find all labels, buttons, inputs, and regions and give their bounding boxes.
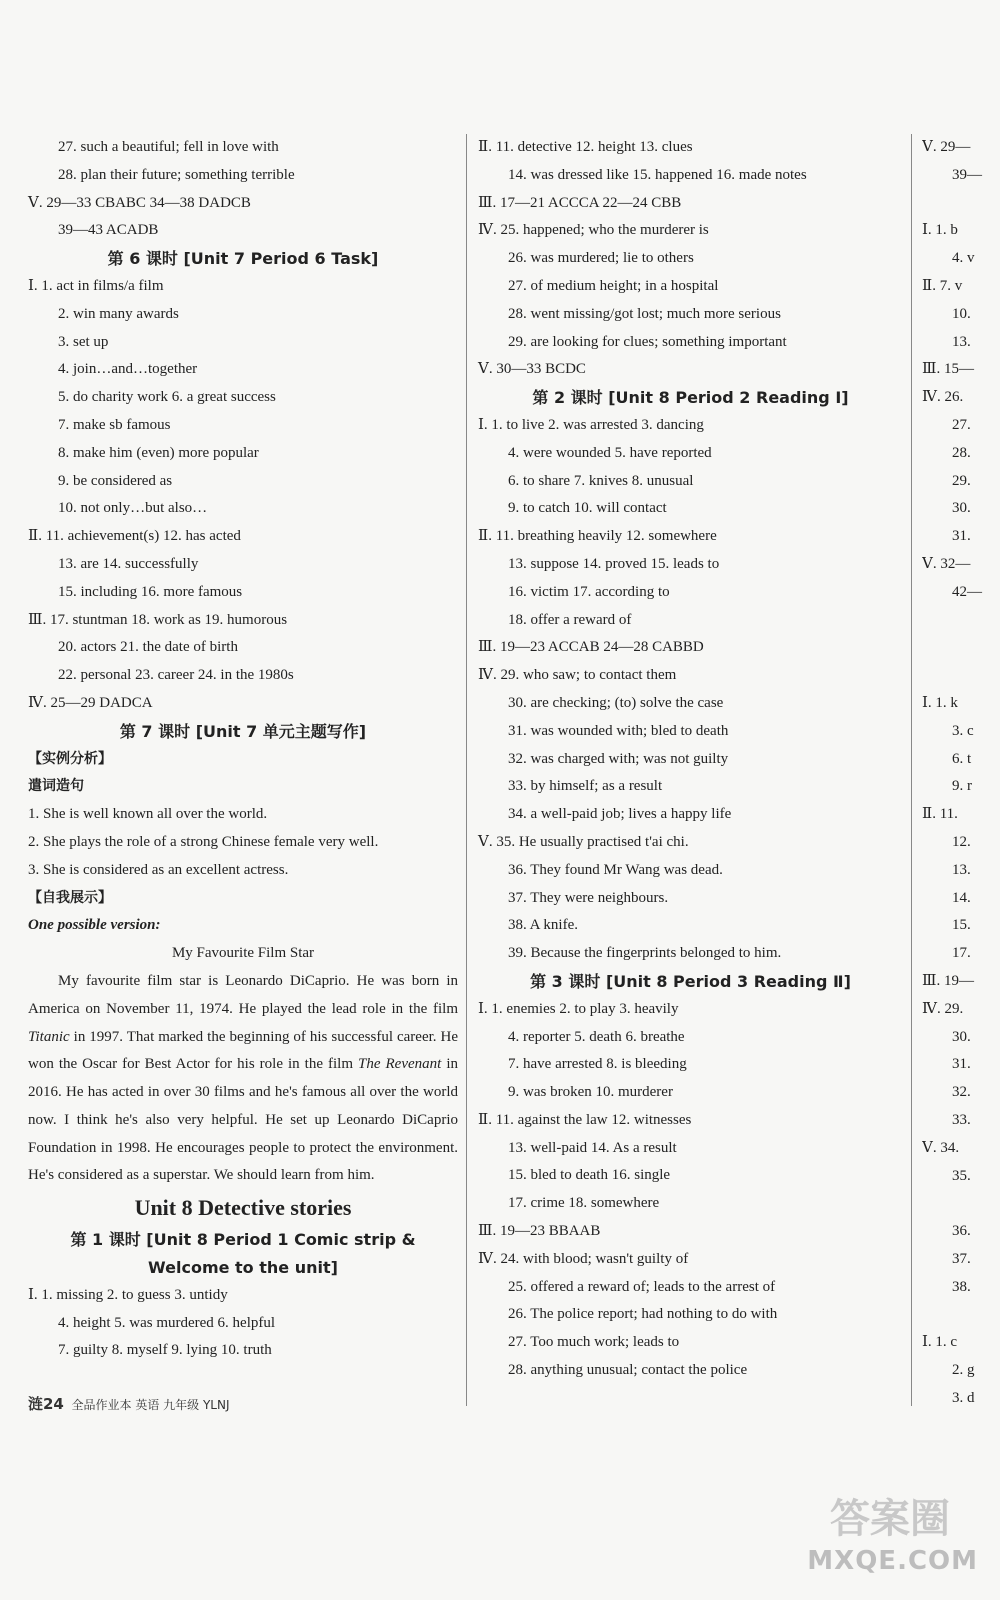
answer-line: 26. The police report; had nothing to do with: [508, 1306, 778, 1323]
answer-line: 30.: [952, 1028, 971, 1045]
answer-line: 6. to share 7. knives 8. unusual: [508, 472, 694, 489]
answer-line: Ⅱ. 11. against the law 12. witnesses: [478, 1111, 692, 1128]
answer-line: 第 7 课时 [Unit 7 单元主题写作]: [119, 721, 367, 741]
answer-line: Ⅳ. 25. happened; who the murderer is: [478, 222, 709, 239]
answer-line: Ⅰ. 1. c: [922, 1334, 958, 1351]
answer-line: 15. bled to death 16. single: [508, 1167, 671, 1184]
answer-line: Ⅴ. 30—33 BCDC: [478, 361, 586, 378]
answer-line: Ⅳ. 24. with blood; wasn't guilty of: [478, 1250, 689, 1267]
unit-title: Unit 8 Detective stories: [134, 1195, 352, 1221]
answer-line: 32.: [952, 1084, 971, 1101]
answer-line: Ⅳ. 25—29 DADCA: [28, 694, 153, 711]
answer-line: Ⅰ. 1. to live 2. was arrested 3. dancing: [478, 416, 704, 433]
answer-line: Ⅴ. 29—: [922, 139, 971, 155]
answer-line: 39—43 ACADB: [58, 222, 159, 239]
answer-line: 31.: [952, 528, 971, 545]
answer-line: 18. offer a reward of: [508, 611, 632, 628]
answer-line: 4. height 5. was murdered 6. helpful: [58, 1314, 276, 1331]
answer-line: 37. They were neighbours.: [508, 889, 669, 906]
answer-line: 9. be considered as: [58, 472, 173, 489]
answer-line: Ⅲ. 15—: [922, 361, 974, 378]
answer-line: 15. including 16. more famous: [58, 583, 243, 600]
answer-line: 33. by himself; as a result: [508, 778, 663, 795]
answer-line: Ⅰ. 1. k: [922, 695, 958, 711]
answer-line: 3. set up: [58, 333, 109, 350]
watermark-logo: 答案圈: [830, 1496, 950, 1542]
answer-line: 第 1 课时 [Unit 8 Period 1 Comic strip &: [70, 1230, 416, 1250]
answer-line: 17.: [952, 945, 971, 962]
answer-line: 35.: [952, 1167, 971, 1184]
left-column: [28, 134, 458, 1365]
answer-line: 27. such a beautiful; fell in love with: [58, 139, 279, 155]
answer-line: 39. Because the fingerprints belonged to him.: [508, 945, 782, 962]
answer-line: Ⅲ. 19—23 ACCAB 24—28 CABBD: [478, 639, 704, 656]
answer-line: 10. not only…but also…: [58, 500, 208, 517]
answer-line: 28. plan their future; something terrible: [58, 166, 295, 183]
answer-line: Ⅰ. 1. act in films/a film: [28, 277, 164, 294]
answer-line: Ⅲ. 19—23 BBAAB: [478, 1223, 601, 1240]
answer-line: 1. She is well known all over the world.: [28, 806, 268, 823]
answer-line: 3. d: [952, 1390, 975, 1404]
column-divider-1: [466, 134, 467, 1406]
answer-line: Ⅴ. 29—33 CBABC 34—38 DADCB: [28, 194, 251, 211]
answer-line: 28. went missing/got lost; much more serious: [508, 305, 781, 322]
answer-line: Ⅴ. 34.: [922, 1139, 960, 1156]
answer-line: 13. suppose 14. proved 15. leads to: [508, 555, 720, 572]
answer-line: Ⅲ. 17—21 ACCCA 22—24 CBB: [478, 194, 682, 211]
answer-line: 14. was dressed like 15. happened 16. made notes: [508, 166, 807, 183]
answer-line: 9. r: [952, 778, 972, 795]
answer-line: Ⅰ. 1. b: [922, 222, 958, 239]
answer-line: 第 6 课时 [Unit 7 Period 6 Task]: [107, 249, 379, 269]
answer-line: Ⅰ. 1. missing 2. to guess 3. untidy: [28, 1286, 228, 1303]
right-column-clipped: [922, 134, 1000, 1404]
answer-line: 4. join…and…together: [58, 361, 198, 378]
answer-line: 38.: [952, 1278, 971, 1295]
middle-column: [478, 134, 903, 1385]
answer-line: 22. personal 23. career 24. in the 1980s: [58, 667, 294, 684]
answer-line: 36.: [952, 1223, 971, 1240]
watermark-url: MXQE.COM: [807, 1546, 978, 1576]
answer-line: 33.: [952, 1112, 971, 1128]
essay-text: My favourite film star is Leonardo DiCaprio. He was born in America on November 11, 1974. He played the lead role in the film Titanic in 1997. That marked the beginning of his successful career. He won the Oscar for Best Actor for his role in the film The Revenant in 2016. He has acted in over 30 films and he's famous all over the world now. I think he's also very helpful. He set up Leonardo DiCaprio Foundation in 1998. He encourages people to protect the environment. He's considered as a superstar. We should learn from him.: [28, 972, 458, 1184]
answer-line: Ⅴ. 32—: [922, 556, 971, 572]
answer-line: 15.: [952, 917, 971, 934]
answer-line: 29.: [952, 472, 971, 489]
answer-line: 第 2 课时 [Unit 8 Period 2 Reading Ⅰ]: [532, 388, 849, 408]
answer-line: 2. win many awards: [58, 305, 179, 322]
answer-line: 32. was charged with; was not guilty: [508, 750, 729, 767]
answer-line: 31.: [952, 1056, 971, 1073]
answer-line: 28. anything unusual; contact the police: [508, 1362, 748, 1379]
answer-line: 17. crime 18. somewhere: [508, 1195, 660, 1212]
answer-line: Ⅱ. 11. breathing heavily 12. somewhere: [478, 528, 717, 545]
answer-line: Ⅱ. 11.: [922, 806, 958, 823]
answer-line: 36. They found Mr Wang was dead.: [508, 861, 723, 878]
answer-line: 10.: [952, 305, 971, 322]
answer-line: Ⅲ. 17. stuntman 18. work as 19. humorous: [28, 611, 288, 628]
answer-line: 5. do charity work 6. a great success: [58, 389, 276, 406]
watermark: [807, 1489, 990, 1584]
answer-line: 27. Too much work; leads to: [508, 1334, 680, 1351]
answer-line: 13.: [952, 861, 971, 878]
answer-line: 8. make him (even) more popular: [58, 444, 259, 461]
answer-line: 4. reporter 5. death 6. breathe: [508, 1028, 685, 1045]
answer-line: 14.: [952, 889, 971, 906]
answer-line: 遣词造句: [28, 778, 84, 795]
answer-line: 3. She is considered as an excellent actress.: [28, 861, 289, 878]
footer-text: 全品作业本 英语 九年级 YLNJ: [71, 1398, 230, 1412]
answer-line: 26. was murdered; lie to others: [508, 250, 694, 267]
answer-line: 29. are looking for clues; something important: [508, 333, 787, 350]
answer-line: 2. g: [952, 1362, 975, 1379]
answer-line: Ⅰ. 1. enemies 2. to play 3. heavily: [478, 1000, 679, 1017]
answer-line: 20. actors 21. the date of birth: [58, 639, 238, 656]
page-footer: [28, 1393, 230, 1414]
answer-line: 42—: [952, 583, 982, 600]
answer-line: 【自我展示】: [28, 889, 112, 906]
answer-line: 13.: [952, 333, 971, 350]
answer-line: 7. have arrested 8. is bleeding: [508, 1056, 687, 1073]
answer-line: 27.: [952, 417, 971, 433]
answer-line: Welcome to the unit]: [148, 1258, 338, 1278]
answer-line: My Favourite Film Star: [171, 945, 315, 962]
answer-line: 28.: [952, 444, 971, 461]
answer-line: 30.: [952, 500, 971, 517]
answers-list-bottom: [28, 1226, 458, 1365]
answer-line: 39—: [952, 166, 982, 183]
answer-line: 25. offered a reward of; leads to the arrest of: [508, 1278, 776, 1295]
answer-line: Ⅲ. 19—: [922, 973, 974, 989]
answer-line: 3. c: [952, 722, 974, 739]
answer-line: Ⅱ. 11. detective 12. height 13. clues: [478, 139, 693, 155]
answer-line: 2. She plays the role of a strong Chinese female very well.: [28, 833, 379, 850]
answer-line: 第 3 课时 [Unit 8 Period 3 Reading Ⅱ]: [530, 971, 851, 991]
answer-line: 31. was wounded with; bled to death: [508, 722, 729, 739]
answer-line: 9. to catch 10. will contact: [508, 500, 667, 517]
answer-line: 4. v: [952, 250, 975, 267]
answer-line: 34. a well-paid job; lives a happy life: [508, 806, 732, 823]
answer-line: 【实例分析】: [28, 750, 112, 767]
column-divider-2: [911, 134, 912, 1406]
page-number: 涟24: [28, 1395, 64, 1413]
answer-line: 7. guilty 8. myself 9. lying 10. truth: [58, 1342, 272, 1359]
answer-line: Ⅳ. 26.: [922, 389, 964, 406]
answer-line: 9. was broken 10. murderer: [508, 1084, 673, 1101]
answer-line: 13. well-paid 14. As a result: [508, 1139, 677, 1156]
answer-line: 16. victim 17. according to: [508, 583, 670, 600]
answer-line: Ⅳ. 29.: [922, 1000, 964, 1017]
answer-line: Ⅱ. 11. achievement(s) 12. has acted: [28, 528, 241, 545]
answer-line: 6. t: [952, 750, 972, 767]
essay-paragraph: [28, 968, 458, 1190]
answer-line: 13. are 14. successfully: [58, 555, 199, 572]
answer-line: 38. A knife.: [508, 917, 578, 934]
answer-line: 37.: [952, 1251, 971, 1267]
answer-line: One possible version:: [28, 917, 161, 934]
answer-line: Ⅳ. 29. who saw; to contact them: [478, 667, 677, 684]
answer-line: Ⅴ. 35. He usually practised t'ai chi.: [478, 833, 689, 850]
answer-line: Ⅱ. 7. v: [922, 278, 963, 294]
answer-line: 27. of medium height; in a hospital: [508, 277, 719, 294]
answers-list-top: [28, 134, 458, 968]
answer-line: 30. are checking; (to) solve the case: [508, 694, 724, 711]
answer-line: 7. make sb famous: [58, 416, 171, 433]
answer-line: 4. were wounded 5. have reported: [508, 444, 712, 461]
answer-line: 12.: [952, 834, 971, 850]
